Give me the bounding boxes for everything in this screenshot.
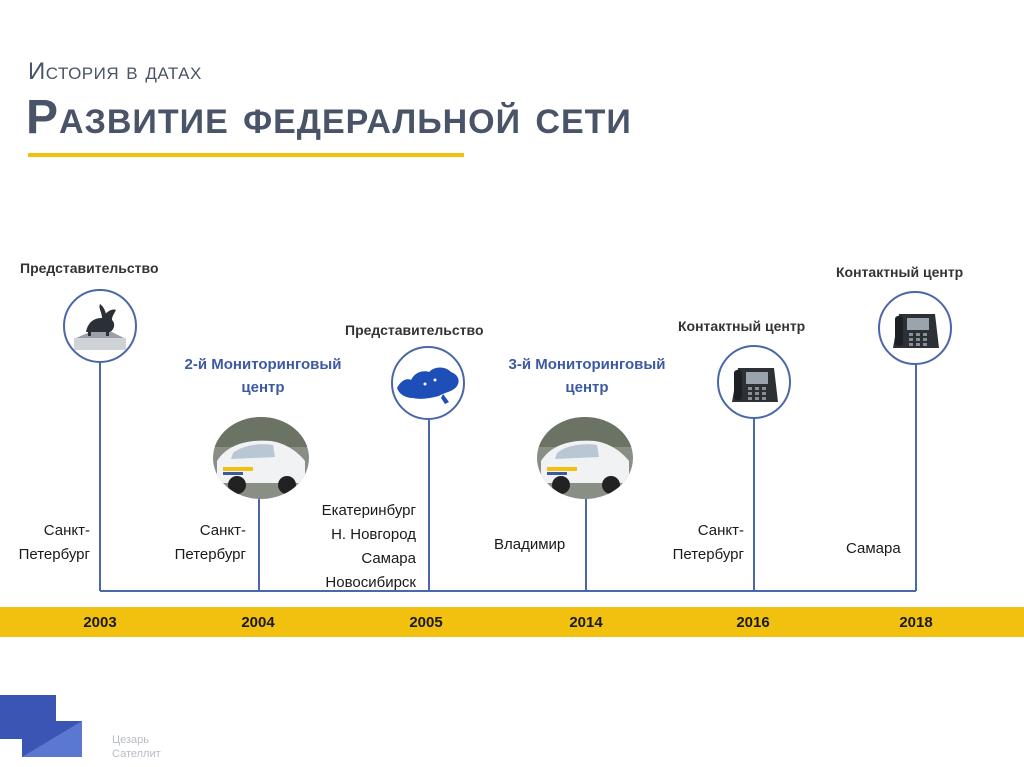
year-2004: 2004 xyxy=(241,614,275,631)
footer-brand-line2: Сателлит xyxy=(112,748,161,760)
milestone-2003-city: Санкт- Петербург xyxy=(18,522,90,563)
desk-phone-icon xyxy=(726,354,782,410)
milestone-2016-label: Контактный центр xyxy=(678,318,806,334)
milestone-2003-circle xyxy=(63,289,137,363)
desk-phone-icon xyxy=(887,300,943,356)
footer-brand-line1: Цезарь xyxy=(112,734,150,746)
milestone-2016-circle xyxy=(717,345,791,419)
milestone-2004-photo xyxy=(213,417,309,499)
stem-2005 xyxy=(428,420,430,591)
timeline-connector xyxy=(100,590,916,592)
milestone-2018-circle xyxy=(878,291,952,365)
milestone-2016-city: Санкт- Петербург xyxy=(672,522,744,563)
year-band xyxy=(0,607,1024,637)
milestone-2018-city: Самара xyxy=(846,540,901,557)
stem-2003 xyxy=(99,355,101,591)
stem-2014 xyxy=(585,497,587,591)
year-2003: 2003 xyxy=(83,614,117,631)
milestone-2005-circle xyxy=(391,346,465,420)
year-2016: 2016 xyxy=(736,614,770,631)
peter-statue-icon xyxy=(68,294,132,358)
stem-2016 xyxy=(753,417,755,591)
section-subtitle: История в датах xyxy=(28,58,202,85)
milestone-2018-label: Контактный центр xyxy=(836,264,964,280)
milestone-2014-city: Владимир xyxy=(494,536,566,553)
car-icon xyxy=(213,417,309,499)
stem-2004 xyxy=(258,497,260,591)
title-underline xyxy=(28,153,464,157)
footer-brand xyxy=(112,733,161,761)
year-2005: 2005 xyxy=(409,614,443,631)
year-2018: 2018 xyxy=(899,614,933,631)
milestone-2014-label: 3-й Мониторинговый центр xyxy=(508,356,666,396)
milestone-2003-label: Представительство xyxy=(20,260,159,276)
russia-map-icon xyxy=(395,358,461,408)
milestone-2004-label: 2-й Мониторинговый центр xyxy=(184,356,342,396)
milestone-2005-label: Представительство xyxy=(345,322,484,338)
page-title: Развитие федеральной сети xyxy=(26,91,632,144)
milestone-2004-city: Санкт- Петербург xyxy=(174,522,246,563)
car-icon xyxy=(537,417,633,499)
stem-2018 xyxy=(915,364,917,591)
corner-logo-shape xyxy=(0,695,82,767)
milestone-2014-photo xyxy=(537,417,633,499)
year-2014: 2014 xyxy=(569,614,603,631)
milestone-2005-city: Екатеринбург Н. Новгород Самара Новосибирск xyxy=(321,502,416,591)
